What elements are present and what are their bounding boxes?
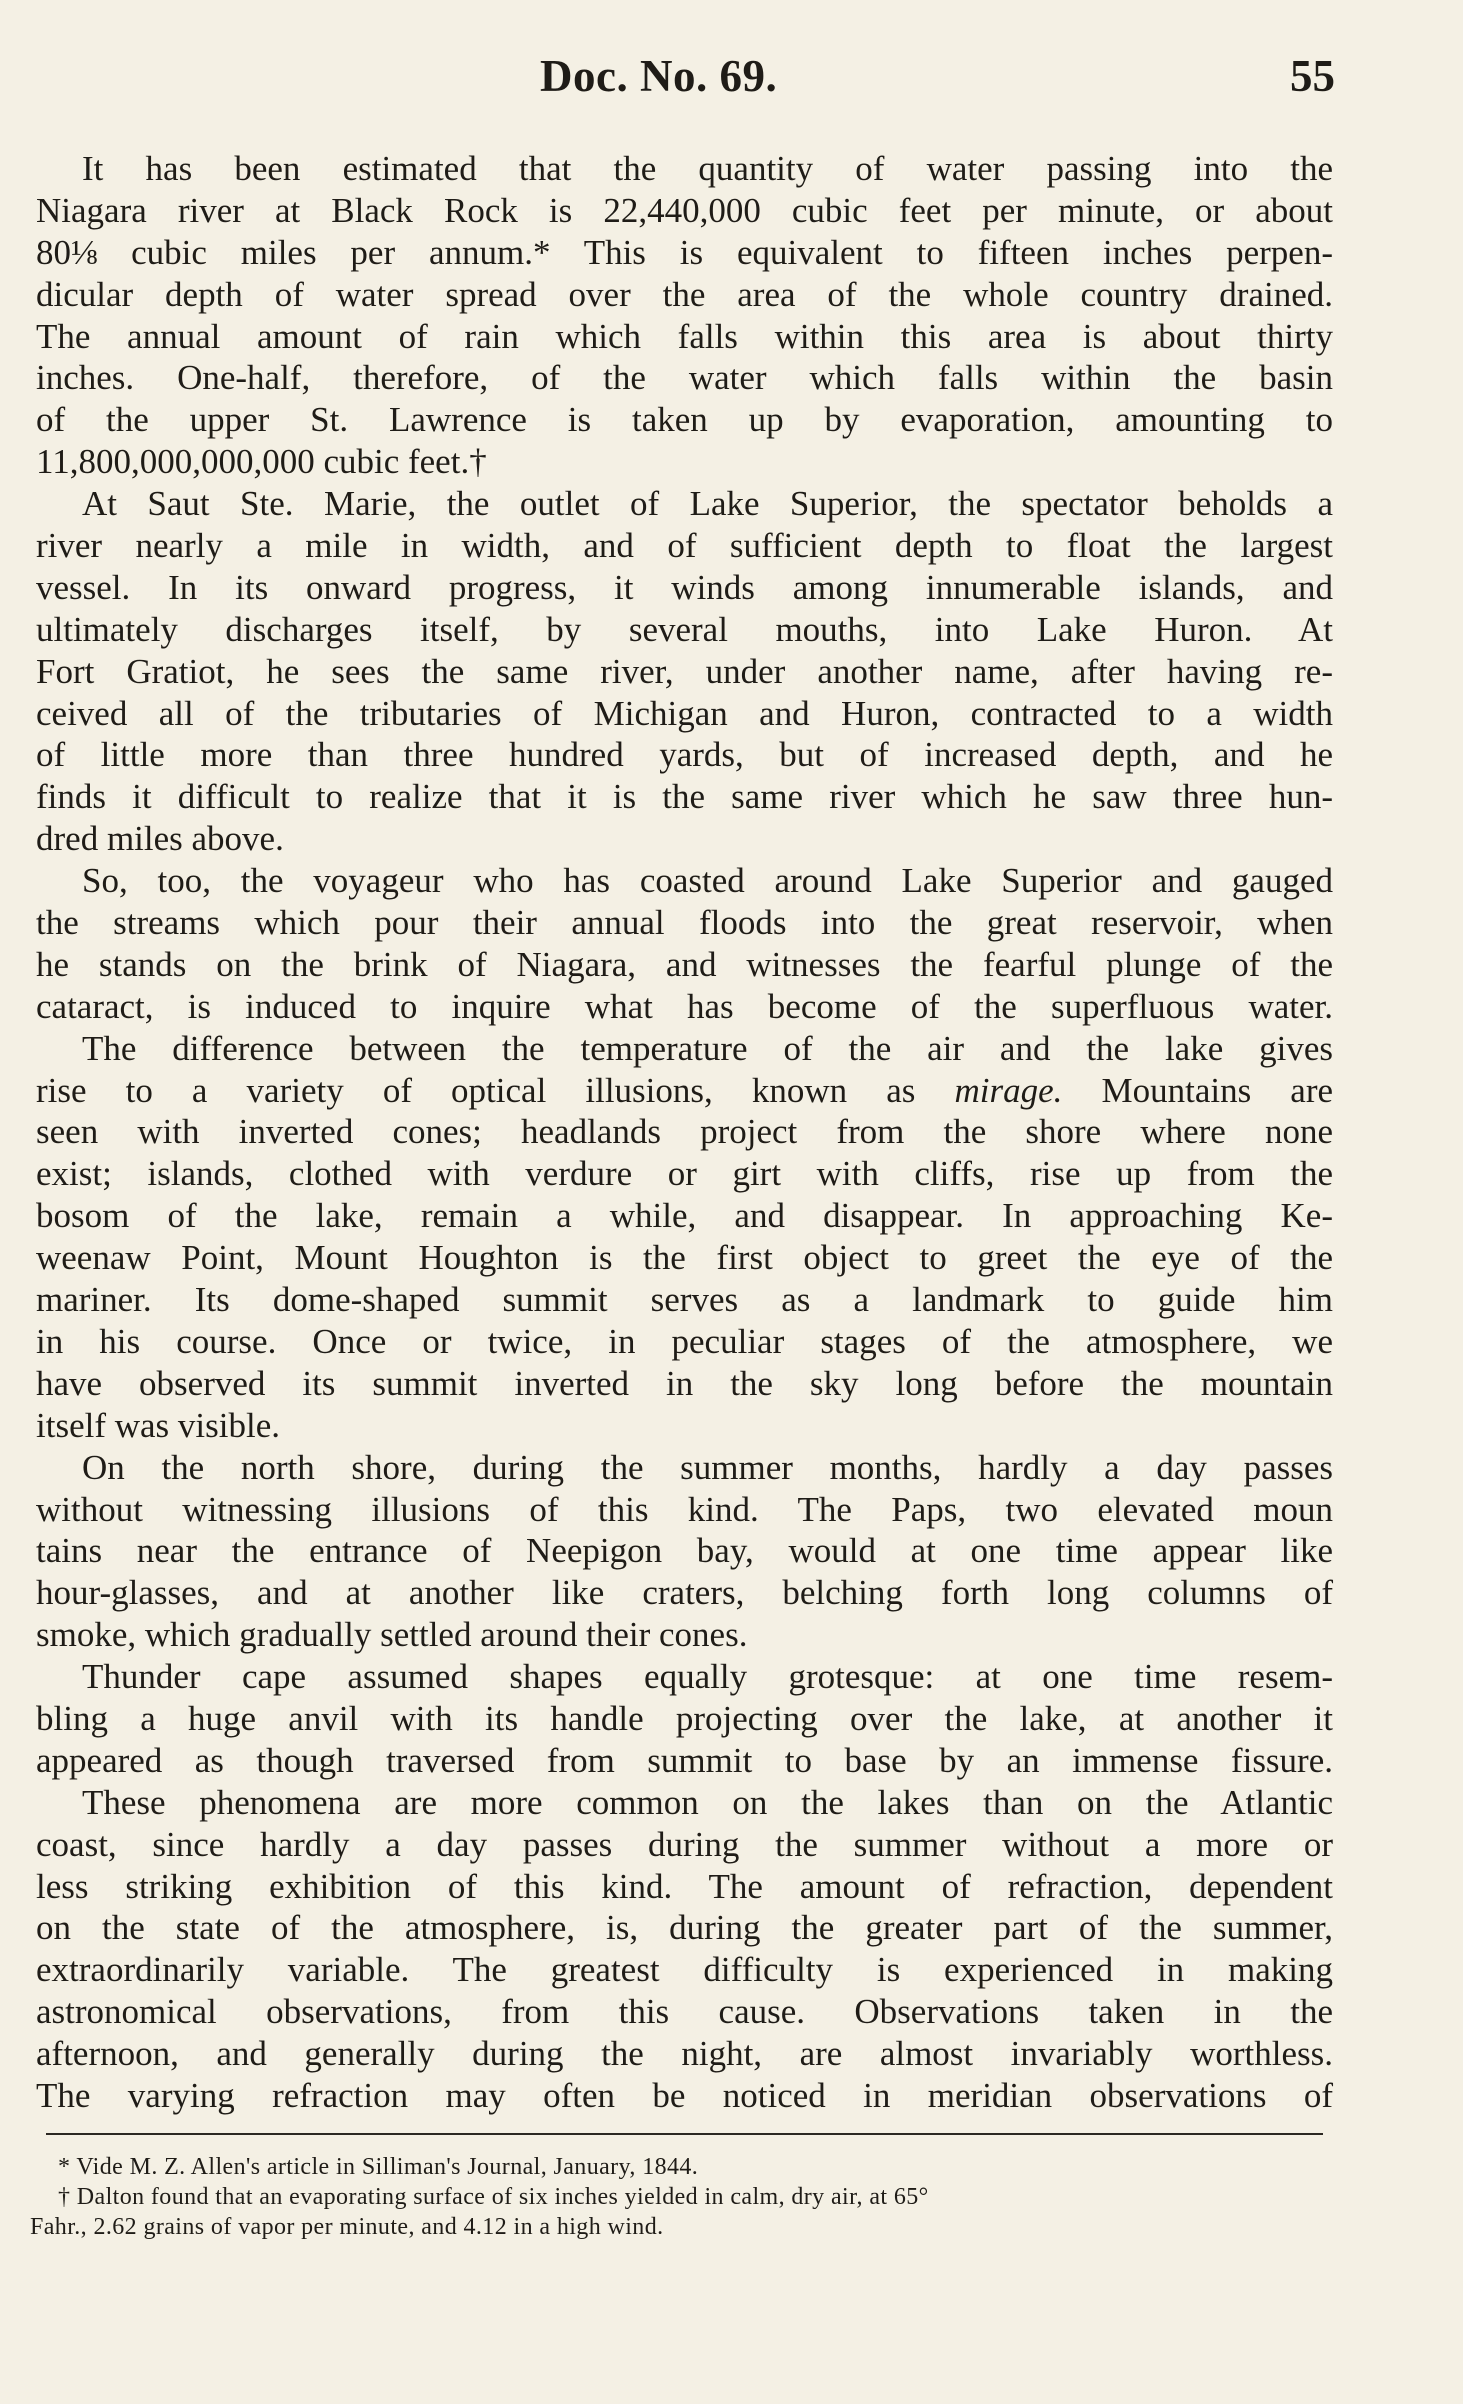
text-line: on the state of the atmosphere, is, during the greater part of the summer, <box>36 1908 1333 1948</box>
text-line: bosom of the lake, remain a while, and disappear. In approaching Ke- <box>36 1196 1333 1236</box>
text-line: of little more than three hundred yards, but of increased depth, and he <box>36 735 1333 775</box>
footnote-divider <box>46 2133 1323 2135</box>
text-line: exist; islands, clothed with verdure or girt with cliffs, rise up from the <box>36 1154 1333 1194</box>
text-line: afternoon, and generally during the night, are almost invariably worthless. <box>36 2034 1333 2074</box>
text-line: dred miles above. <box>36 819 284 859</box>
footnotes <box>30 2152 1335 2242</box>
text-line-with-italic <box>36 1070 1333 1112</box>
footnote-vide: * Vide M. Z. Allen's article in Silliman's Journal, January, 1844. <box>58 2154 699 2180</box>
text-line: Fort Gratiot, he sees the same river, under another name, after having re- <box>36 651 1333 691</box>
paragraph-niagara-flow <box>36 148 1333 483</box>
paragraph-refraction <box>36 1782 1333 2117</box>
text-line: he stands on the brink of Niagara, and witnesses the fearful plunge of the <box>36 944 1333 984</box>
text-line: vessel. In its onward progress, it winds among innumerable islands, and <box>36 567 1333 607</box>
text-segment: Mountains are <box>1101 1070 1334 1110</box>
text-line: smoke, which gradually settled around their cones. <box>36 1615 748 1655</box>
paragraph-mirage <box>36 1028 1333 1447</box>
text-line: Niagara river at Black Rock is 22,440,000 cubic feet per minute, or about <box>36 190 1333 230</box>
paragraph-thunder-cape <box>36 1656 1333 1782</box>
text-line: On the north shore, during the summer months, hardly a day passes <box>82 1447 1333 1487</box>
text-line: cataract, is induced to inquire what has become of the superfluous water. <box>36 986 1333 1026</box>
running-head-title: Doc. No. 69. <box>540 51 778 101</box>
text-line: coast, since hardly a day passes during the summer without a more or <box>36 1824 1333 1864</box>
text-line: weenaw Point, Mount Houghton is the first object to greet the eye of the <box>36 1238 1333 1278</box>
text-segment: rise to a variety of optical illusions, known as <box>36 1070 916 1110</box>
text-line: appeared as though traversed from summit to base by an immense fissure. <box>36 1740 1333 1780</box>
text-line: itself was visible. <box>36 1405 280 1445</box>
text-line: It has been estimated that the quantity of water passing into the <box>82 149 1333 188</box>
text-line: These phenomena are more common on the lakes than on the Atlantic <box>82 1782 1333 1822</box>
text-line: seen with inverted cones; headlands project from the shore where none <box>36 1112 1333 1152</box>
text-line: in his course. Once or twice, in peculiar stages of the atmosphere, we <box>36 1321 1333 1361</box>
text-line: less striking exhibition of this kind. The amount of refraction, dependent <box>36 1866 1333 1906</box>
text-line: river nearly a mile in width, and of sufficient depth to float the largest <box>36 526 1333 566</box>
text-line: of the upper St. Lawrence is taken up by evaporation, amounting to <box>36 400 1333 440</box>
text-line: ceived all of the tributaries of Michigan and Huron, contracted to a width <box>36 693 1333 733</box>
text-line: So, too, the voyageur who has coasted around Lake Superior and gauged <box>82 861 1333 901</box>
text-line: the streams which pour their annual floods into the great reservoir, when <box>36 903 1333 943</box>
text-line: The annual amount of rain which falls within this area is about thirty <box>36 316 1333 356</box>
text-line: have observed its summit inverted in the sky long before the mountain <box>36 1363 1333 1403</box>
text-line: The difference between the temperature of the air and the lake gives <box>82 1028 1333 1068</box>
page-number: 55 <box>1290 51 1335 101</box>
text-line: 80⅛ cubic miles per annum.* This is equivalent to fifteen inches perpen- <box>36 232 1333 272</box>
text-line: The varying refraction may often be noticed in meridian observations of <box>36 2075 1333 2115</box>
text-line: bling a huge anvil with its handle projecting over the lake, at another it <box>36 1698 1333 1738</box>
text-line: astronomical observations, from this cause. Observations taken in the <box>36 1992 1333 2032</box>
text-line: without witnessing illusions of this kind. The Paps, two elevated moun <box>36 1489 1333 1529</box>
text-line: hour-glasses, and at another like craters, belching forth long columns of <box>36 1573 1333 1613</box>
italic-term: mirage. <box>954 1070 1063 1110</box>
text-line: Thunder cape assumed shapes equally grotesque: at one time resem- <box>82 1657 1333 1697</box>
text-line: finds it difficult to realize that it is the same river which he saw three hun- <box>36 777 1333 817</box>
paragraph-voyageur <box>36 860 1333 1028</box>
text-line: tains near the entrance of Neepigon bay, would at one time appear like <box>36 1531 1333 1571</box>
paragraph-north-shore <box>36 1447 1333 1656</box>
text-line: mariner. Its dome-shaped summit serves as a landmark to guide him <box>36 1280 1333 1320</box>
text-line: inches. One-half, therefore, of the water which falls within the basin <box>36 358 1333 398</box>
body-text <box>36 148 1333 2117</box>
text-line: At Saut Ste. Marie, the outlet of Lake Superior, the spectator beholds a <box>82 484 1333 524</box>
text-line: 11,800,000,000,000 cubic feet.† <box>36 442 487 482</box>
footnote-dalton: † Dalton found that an evaporating surface of six inches yielded in calm, dry air, at 65° <box>58 2184 929 2210</box>
footnote-dalton-continued: Fahr., 2.62 grains of vapor per minute, and 4.12 in a high wind. <box>30 2214 664 2240</box>
text-line: ultimately discharges itself, by several mouths, into Lake Huron. At <box>36 609 1333 649</box>
text-line: dicular depth of water spread over the area of the whole country drained. <box>36 274 1333 314</box>
text-line: extraordinarily variable. The greatest difficulty is experienced in making <box>36 1950 1333 1990</box>
paragraph-saut-ste-marie <box>36 483 1333 860</box>
